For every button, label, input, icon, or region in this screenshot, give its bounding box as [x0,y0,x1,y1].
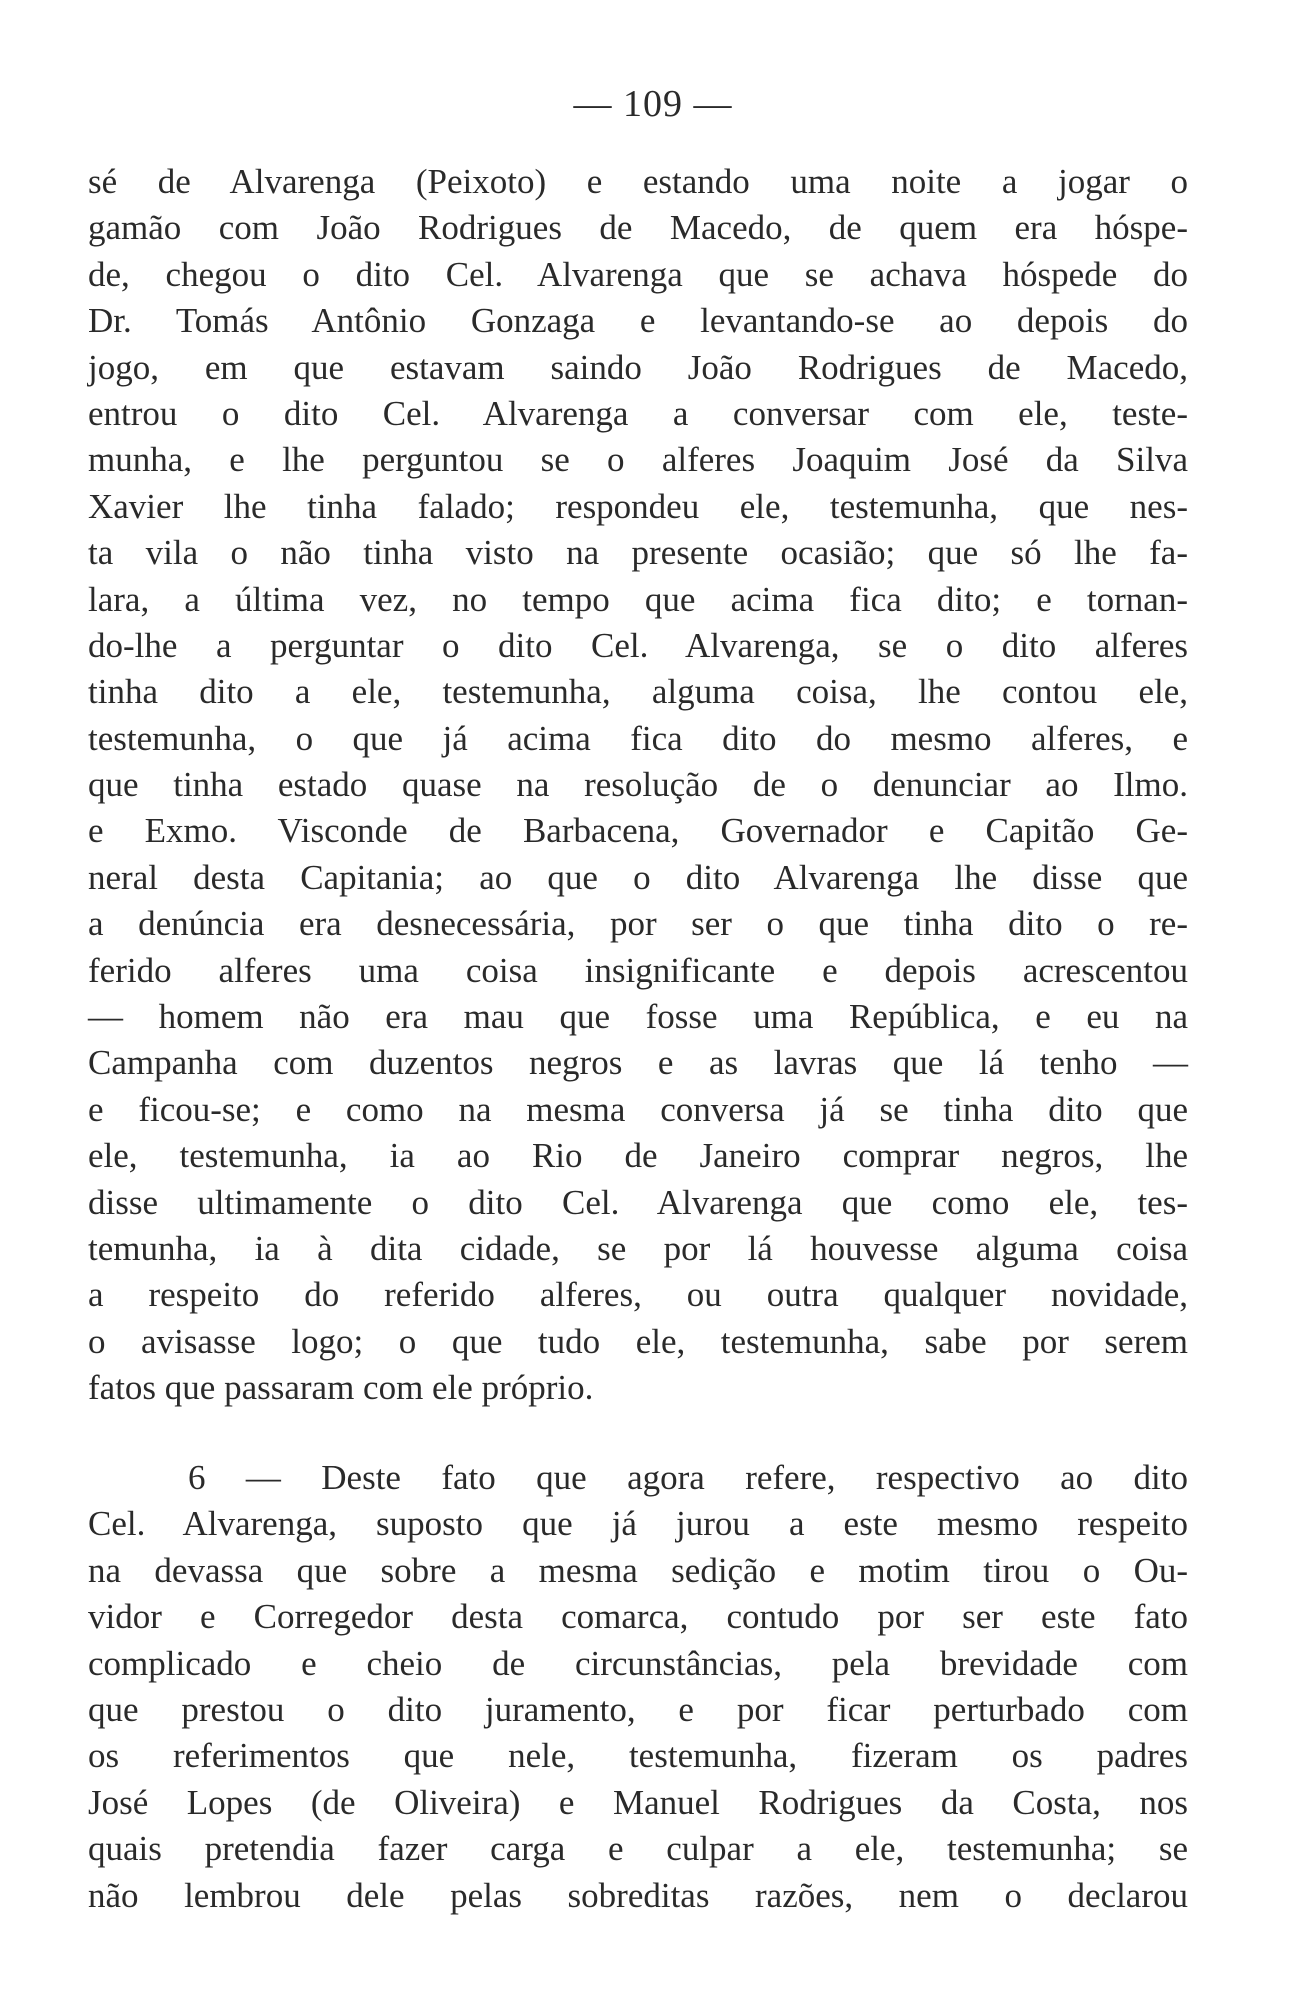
text-line: temunha, ia à dita cidade, se por lá houvesse alguma coisa [88,1228,1188,1268]
text-line: munha, e lhe perguntou se o alferes Joaquim José da Silva [88,440,1188,480]
text-line: Campanha com duzentos negros e as lavras que lá tenho — [88,1043,1188,1083]
text-line: — homem não era mau que fosse uma República, e eu na [88,997,1188,1037]
text-line: complicado e cheio de circunstâncias, pela brevidade com [88,1643,1188,1683]
text-line: entrou o dito Cel. Alvarenga a conversar com ele, teste- [88,393,1188,433]
text-line: disse ultimamente o dito Cel. Alvarenga que como ele, tes- [88,1182,1188,1222]
text-line: a denúncia era desnecessária, por ser o que tinha dito o re- [88,904,1188,944]
text-line: do-lhe a perguntar o dito Cel. Alvarenga, se o dito alferes [88,625,1188,665]
text-line: Dr. Tomás Antônio Gonzaga e levantando-se ao depois do [88,301,1188,341]
page-number: — 109 — [573,83,733,125]
text-line: jogo, em que estavam saindo João Rodrigues de Macedo, [88,347,1188,387]
text-line: de, chegou o dito Cel. Alvarenga que se achava hóspede do [88,254,1188,294]
text-line: na devassa que sobre a mesma sedição e motim tirou o Ou- [88,1550,1188,1590]
text-line: tinha dito a ele, testemunha, alguma coisa, lhe contou ele, [88,672,1188,712]
text-line: ferido alferes uma coisa insignificante e depois acrescentou [88,950,1188,990]
text-line: quais pretendia fazer carga e culpar a ele, testemunha; se [88,1829,1188,1869]
text-line: neral desta Capitania; ao que o dito Alvarenga lhe disse que [88,857,1188,897]
text-line: a respeito do referido alferes, ou outra qualquer novidade, [88,1275,1188,1315]
text-line: não lembrou dele pelas sobreditas razões, nem o declarou [88,1875,1188,1915]
text-line: lara, a última vez, no tempo que acima fica dito; e tornan- [88,579,1188,619]
text-line: que tinha estado quase na resolução de o denunciar ao Ilmo. [88,765,1188,805]
text-line: ta vila o não tinha visto na presente ocasião; que só lhe fa- [88,533,1188,573]
paragraph-1 [88,159,1188,1412]
text-line: gamão com João Rodrigues de Macedo, de quem era hóspe- [88,208,1188,248]
text-line: e Exmo. Visconde de Barbacena, Governador e Capitão Ge- [88,811,1188,851]
text-line: sé de Alvarenga (Peixoto) e estando uma noite a jogar o [88,162,1188,201]
text-line: Xavier lhe tinha falado; respondeu ele, testemunha, que nes- [88,486,1188,526]
paragraph-2 [88,1455,1188,1919]
text-line: e ficou-se; e como na mesma conversa já se tinha dito que [88,1089,1188,1129]
text-line: os referimentos que nele, testemunha, fizeram os padres [88,1736,1188,1776]
text-line: o avisasse logo; o que tudo ele, testemunha, sabe por serem [88,1321,1188,1361]
text-line: ele, testemunha, ia ao Rio de Janeiro comprar negros, lhe [88,1136,1188,1176]
text-line: vidor e Corregedor desta comarca, contudo por ser este fato [88,1597,1188,1637]
text-line: José Lopes (de Oliveira) e Manuel Rodrigues da Costa, nos [88,1782,1188,1822]
text-line: fatos que passaram com ele próprio. [88,1368,594,1408]
text-line: testemunha, o que já acima fica dito do mesmo alferes, e [88,718,1188,758]
text-line: 6 — Deste fato que agora refere, respectivo ao dito [188,1458,1188,1497]
text-line: Cel. Alvarenga, suposto que já jurou a este mesmo respeito [88,1504,1188,1544]
text-line: que prestou o dito juramento, e por ficar perturbado com [88,1689,1188,1729]
